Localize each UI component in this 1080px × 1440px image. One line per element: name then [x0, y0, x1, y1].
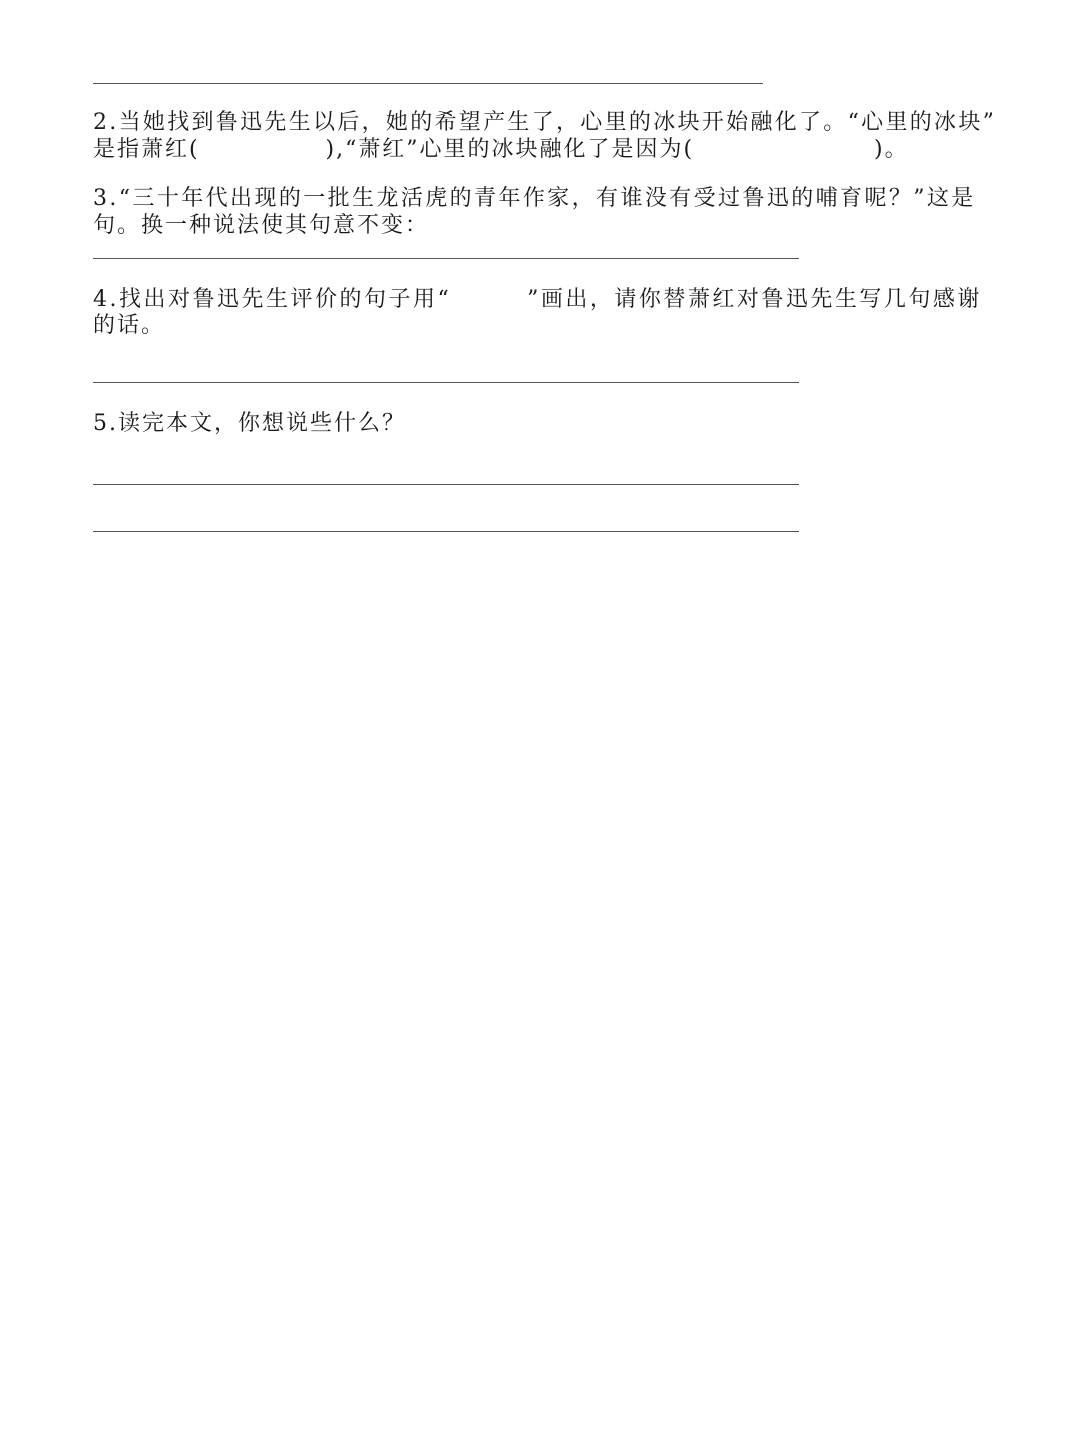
question-5: 5.读完本文，你想说些什么？: [93, 411, 406, 436]
question-3-line-1: 3.“三十年代出现的一批生龙活虎的青年作家，有谁没有受过鲁迅的哺育呢？”这是: [93, 186, 976, 211]
question-2-line-2: 是指萧红( ),“萧红”心里的冰块融化了是因为( )。: [93, 137, 909, 162]
answer-line-q5-1: [93, 484, 799, 485]
answer-line-q5-2: [93, 531, 799, 532]
answer-line-q4: [93, 382, 799, 383]
question-2-line-1: 2.当她找到鲁迅先生以后，她的希望产生了，心里的冰块开始融化了。“心里的冰块”: [93, 110, 997, 135]
question-3-line-2: 句。换一种说法使其句意不变：: [93, 213, 430, 238]
question-4-line-2: 的话。: [93, 313, 166, 338]
answer-line-q1: [93, 83, 763, 84]
answer-line-q3: [93, 258, 799, 259]
question-4-line-1: 4.找出对鲁迅先生评价的句子用“ ”画出，请你替萧红对鲁迅先生写几句感谢: [93, 287, 982, 312]
